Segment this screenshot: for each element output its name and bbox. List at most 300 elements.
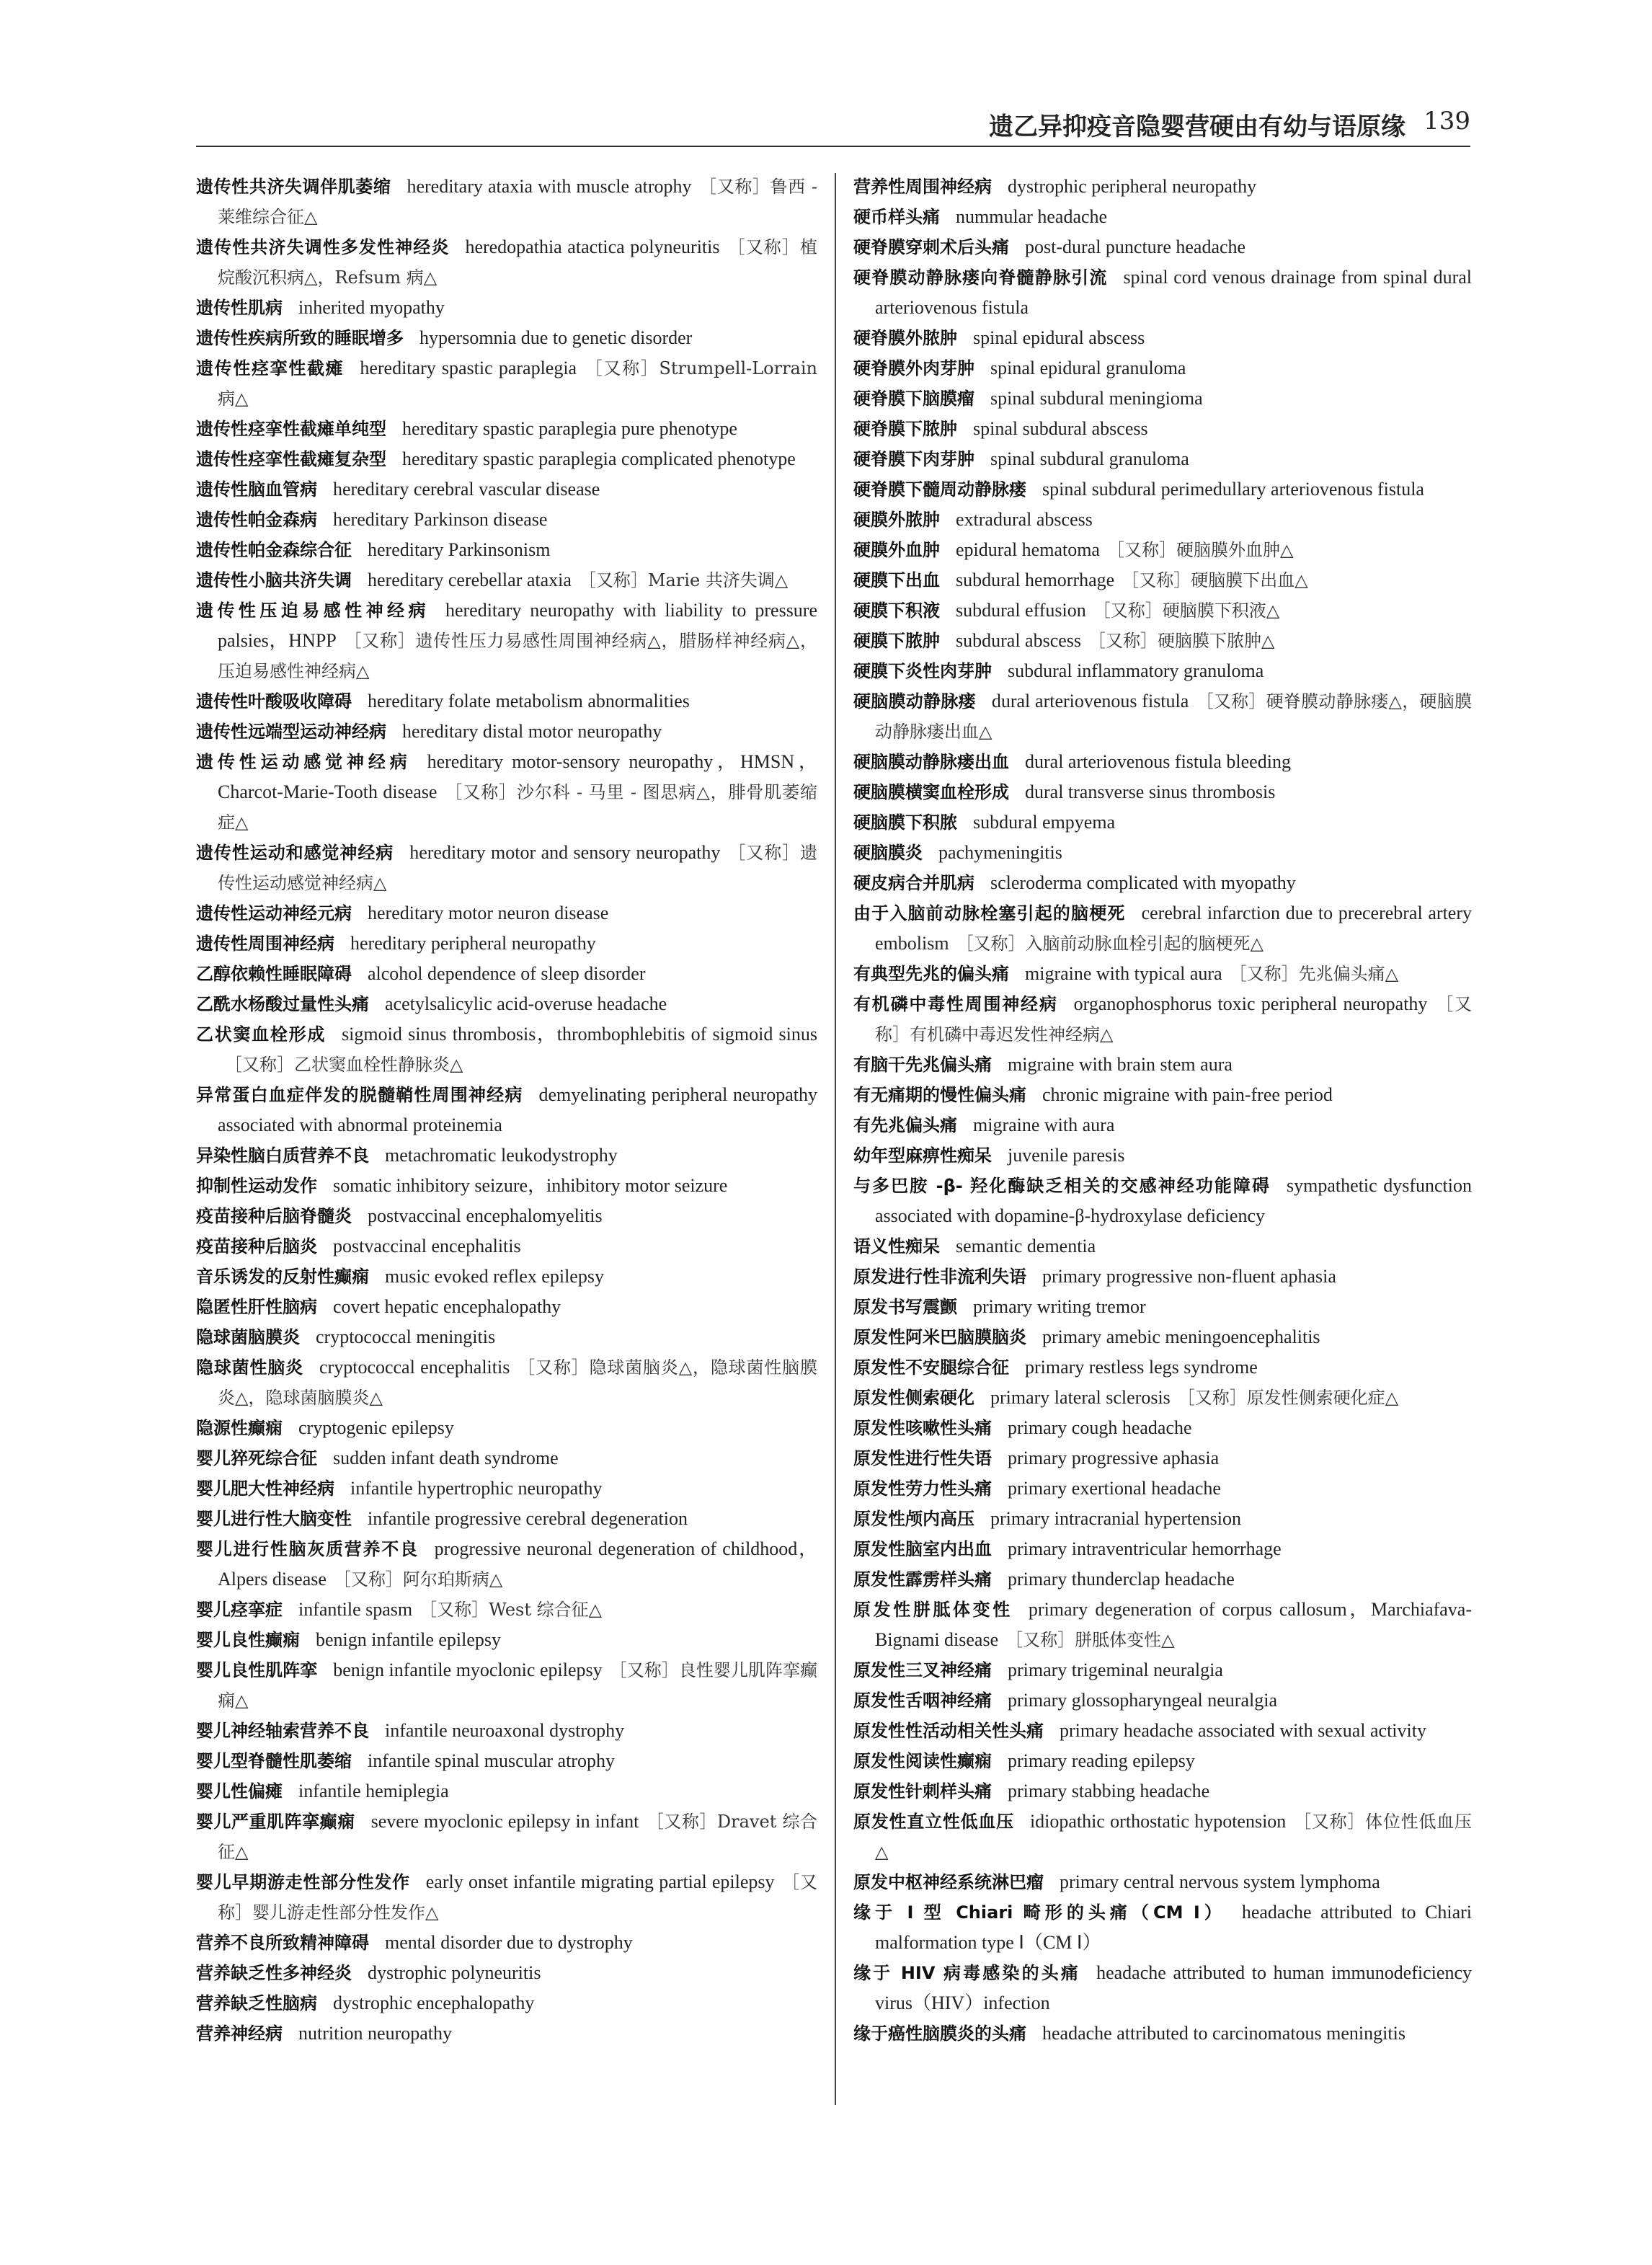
term-english: scleroderma complicated with myopathy [990, 872, 1296, 893]
glossary-entry [196, 1473, 817, 1504]
glossary-entry [853, 1867, 1472, 1897]
term-english: nutrition neuropathy [298, 2023, 453, 2044]
term-chinese: 遗传性痉挛性截瘫单纯型 [196, 419, 386, 439]
term-chinese: 缘于癌性脑膜炎的头痛 [853, 2024, 1026, 2044]
term-chinese: 原发性针刺样头痛 [853, 1781, 992, 1801]
term-english: migraine with typical aura [1025, 963, 1222, 984]
glossary-entry [196, 1746, 817, 1776]
term-chinese: 遗传性周围神经病 [196, 934, 334, 954]
term-english: dural transverse sinus thrombosis [1025, 781, 1276, 802]
term-chinese: 疫苗接种后脑炎 [196, 1236, 317, 1256]
glossary-entry [853, 1171, 1472, 1231]
term-chinese: 原发中枢神经系统淋巴瘤 [853, 1872, 1044, 1892]
term-english: demyelinating peripheral neuropathy associated with abnormal proteinemia [218, 1084, 817, 1135]
term-alias-note: ［又称］硬脑膜下积液△ [1093, 600, 1280, 621]
glossary-entry [853, 989, 1472, 1050]
term-chinese: 硬脑膜炎 [853, 843, 923, 863]
right-column [853, 172, 1472, 2049]
glossary-entry [853, 2018, 1472, 2049]
term-english: infantile spasm [298, 1599, 413, 1620]
term-english: spinal epidural granuloma [990, 358, 1186, 378]
glossary-entry [196, 1231, 817, 1262]
term-english: primary stabbing headache [1008, 1781, 1210, 1801]
term-chinese: 硬膜下炎性肉芽肿 [853, 661, 992, 681]
glossary-entry [853, 868, 1472, 898]
term-english: headache attributed to carcinomatous meningitis [1042, 2023, 1405, 2044]
term-english: hereditary peripheral neuropathy [350, 933, 596, 954]
term-english: organophosphorus toxic peripheral neuropathy [1073, 993, 1428, 1014]
term-english: postvaccinal encephalomyelitis [368, 1205, 603, 1226]
term-chinese: 婴儿良性肌阵挛 [196, 1660, 318, 1680]
term-english: hereditary Parkinson disease [333, 509, 548, 530]
term-chinese: 有典型先兆的偏头痛 [853, 964, 1009, 984]
term-alias-note: ［又称］硬脑膜下出血△ [1122, 570, 1308, 590]
glossary-entry [853, 384, 1472, 414]
term-chinese: 原发性脑室内出血 [853, 1539, 992, 1559]
term-chinese: 营养不良所致精神障碍 [196, 1933, 369, 1953]
glossary-entry [853, 686, 1472, 747]
glossary-entry [853, 656, 1472, 686]
term-english: dystrophic encephalopathy [333, 1993, 535, 2013]
term-chinese: 硬脊膜下脑膜瘤 [853, 389, 974, 409]
glossary-entry [196, 717, 817, 747]
term-chinese: 硬脑膜动静脉瘘 [853, 691, 976, 712]
glossary-entry [196, 474, 817, 505]
term-chinese: 隐球菌性脑炎 [196, 1357, 304, 1378]
term-chinese: 硬膜下积液 [853, 600, 940, 621]
term-chinese: 原发性咳嗽性头痛 [853, 1418, 992, 1438]
glossary-entry [196, 505, 817, 535]
term-alias-note: ［又称］鲁西 - 莱维综合征△ [218, 177, 817, 227]
term-english: idiopathic orthostatic hypotension [1029, 1811, 1287, 1832]
glossary-entry [853, 1564, 1472, 1595]
glossary-entry [853, 1413, 1472, 1443]
term-alias-note: ［又称］硬脑膜外血肿△ [1106, 540, 1294, 560]
term-chinese: 原发性舌咽神经痛 [853, 1690, 992, 1711]
term-alias-note: ［又称］有机磷中毒迟发性神经病△ [875, 994, 1473, 1045]
glossary-entry [853, 1443, 1472, 1473]
glossary-entry [196, 1988, 817, 2018]
term-english: covert hepatic encephalopathy [333, 1296, 561, 1317]
term-alias-note: ［又称］Marie 共济失调△ [578, 570, 789, 590]
term-chinese: 硬脊膜外脓肿 [853, 328, 957, 348]
term-alias-note: ［又称］West 综合征△ [419, 1600, 603, 1620]
term-english: primary degeneration of corpus callosum，Marchiafava-Bignami disease [875, 1599, 1473, 1650]
term-chinese: 婴儿良性癫痫 [196, 1630, 300, 1650]
term-english: primary lateral sclerosis [990, 1387, 1171, 1408]
term-chinese: 原发进行性非流利失语 [853, 1267, 1026, 1287]
term-english: primary writing tremor [973, 1296, 1146, 1317]
term-english: somatic inhibitory seizure，inhibitory motor seizure [333, 1175, 728, 1196]
term-english: subdural effusion [956, 600, 1086, 621]
term-chinese: 疫苗接种后脑脊髓炎 [196, 1206, 352, 1226]
glossary-entry [196, 444, 817, 474]
term-chinese: 婴儿性偏瘫 [196, 1781, 283, 1801]
term-english: hereditary folate metabolism abnormalities [368, 691, 690, 712]
glossary-entry [196, 1201, 817, 1231]
term-english: subdural abscess [956, 630, 1082, 651]
glossary-entry [196, 1867, 817, 1928]
term-chinese: 遗传性远端型运动神经病 [196, 722, 386, 742]
term-chinese: 遗传性帕金森综合征 [196, 540, 352, 560]
glossary-entry [853, 505, 1472, 535]
term-alias-note: ［又称］乙状窦血栓性静脉炎△ [225, 1055, 463, 1075]
glossary-entry [196, 1322, 817, 1352]
term-english: cryptococcal encephalitis [319, 1357, 510, 1378]
term-chinese: 原发性霹雳样头痛 [853, 1569, 992, 1590]
glossary-entry [853, 1473, 1472, 1504]
glossary-entry [196, 1807, 817, 1867]
term-chinese: 原发性阿米巴脑膜脑炎 [853, 1327, 1026, 1347]
glossary-entry [196, 595, 817, 686]
term-chinese: 遗传性肌病 [196, 298, 283, 318]
term-english: hereditary motor-sensory neuropathy，HMSN，Charcot-Marie-Tooth disease [218, 751, 817, 802]
term-alias-note: ［又称］入脑前动脉血栓引起的脑梗死△ [956, 934, 1264, 954]
term-chinese: 营养缺乏性脑病 [196, 1993, 317, 2013]
term-english: infantile progressive cerebral degeneration [368, 1508, 688, 1529]
term-chinese: 遗传性运动和感觉神经病 [196, 843, 394, 863]
term-chinese: 营养神经病 [196, 2024, 283, 2044]
term-english: hereditary spastic paraplegia [360, 358, 577, 378]
term-chinese: 遗传性脑血管病 [196, 479, 317, 500]
term-alias-note: ［又称］Dravet 综合征△ [218, 1812, 817, 1862]
glossary-entry [853, 626, 1472, 656]
glossary-entry [196, 1080, 817, 1140]
term-chinese: 原发性进行性失语 [853, 1448, 992, 1468]
term-alias-note: ［又称］植烷酸沉积病△，Refsum 病△ [218, 237, 818, 288]
glossary-entry [196, 838, 817, 898]
term-english: mental disorder due to dystrophy [385, 1932, 633, 1953]
glossary-entry [853, 807, 1472, 838]
glossary-entry [196, 1262, 817, 1292]
term-english: hypersomnia due to genetic disorder [419, 327, 693, 348]
term-chinese: 婴儿神经轴索营养不良 [196, 1721, 369, 1741]
term-chinese: 遗传性运动神经元病 [196, 903, 352, 923]
term-english: primary headache associated with sexual activity [1060, 1720, 1426, 1741]
term-english: primary glossopharyngeal neuralgia [1008, 1690, 1277, 1711]
term-english: spinal epidural abscess [973, 327, 1145, 348]
term-chinese: 婴儿进行性大脑变性 [196, 1509, 352, 1529]
term-chinese: 有脑干先兆偏头痛 [853, 1055, 992, 1075]
term-chinese: 营养缺乏性多神经炎 [196, 1963, 352, 1983]
term-english: heredopathia atactica polyneuritis [465, 236, 720, 257]
term-chinese: 抑制性运动发作 [196, 1176, 317, 1196]
term-chinese: 异染性脑白质营养不良 [196, 1145, 369, 1166]
term-chinese: 婴儿严重肌阵挛癫痫 [196, 1812, 355, 1832]
term-english: benign infantile epilepsy [316, 1629, 502, 1650]
glossary-entry [196, 414, 817, 444]
term-english: epidural hematoma [956, 539, 1100, 560]
term-english: hereditary ataxia with muscle atrophy [407, 176, 692, 197]
glossary-entry [853, 323, 1472, 353]
glossary-entry [853, 535, 1472, 565]
term-alias-note: ［又称］婴儿游走性部分性发作△ [218, 1872, 818, 1923]
glossary-entry [853, 172, 1472, 202]
glossary-entry [196, 1625, 817, 1655]
term-english: hereditary spastic paraplegia pure phenotype [402, 418, 737, 439]
glossary-entry [196, 1776, 817, 1807]
term-english: dural arteriovenous fistula [991, 691, 1189, 712]
term-chinese: 隐球菌脑膜炎 [196, 1327, 300, 1347]
glossary-entry [196, 1443, 817, 1473]
term-chinese: 有机磷中毒性周围神经病 [853, 994, 1058, 1014]
glossary-entry [853, 444, 1472, 474]
term-english: juvenile paresis [1008, 1145, 1125, 1166]
term-english: migraine with brain stem aura [1008, 1054, 1233, 1075]
term-english: metachromatic leukodystrophy [385, 1145, 618, 1166]
term-chinese: 婴儿型脊髓性肌萎缩 [196, 1751, 352, 1771]
term-chinese: 营养性周围神经病 [853, 177, 992, 197]
term-chinese: 遗传性痉挛性截瘫 [196, 358, 345, 378]
term-chinese: 原发性不安腿综合征 [853, 1357, 1009, 1378]
term-chinese: 婴儿进行性脑灰质营养不良 [196, 1539, 419, 1559]
glossary-entry [196, 928, 817, 959]
glossary-entry [853, 474, 1472, 505]
page-number: 139 [1424, 107, 1470, 136]
term-english: primary amebic meningoencephalitis [1042, 1326, 1320, 1347]
term-english: music evoked reflex epilepsy [385, 1266, 604, 1287]
term-english: subdural inflammatory granuloma [1008, 660, 1264, 681]
term-english: dystrophic polyneuritis [368, 1962, 541, 1983]
term-chinese: 缘于 I 型 Chiari 畸形的头痛（CM Ⅰ） [853, 1902, 1226, 1923]
term-english: infantile hemiplegia [298, 1781, 449, 1801]
term-alias-note: ［又称］良性婴儿肌阵挛癫痫△ [218, 1660, 818, 1711]
term-english: progressive neuronal degeneration of childhood，Alpers disease [218, 1538, 818, 1590]
term-english: spinal subdural abscess [973, 418, 1148, 439]
term-chinese: 语义性痴呆 [853, 1236, 940, 1256]
term-english: primary intracranial hypertension [990, 1508, 1241, 1529]
term-english: hereditary spastic paraplegia complicated phenotype [402, 448, 796, 469]
term-chinese: 音乐诱发的反射性癫痫 [196, 1267, 369, 1287]
term-chinese: 硬脊膜下髓周动静脉瘘 [853, 479, 1026, 500]
term-english: hereditary distal motor neuropathy [402, 721, 662, 742]
term-english: hereditary Parkinsonism [368, 539, 551, 560]
term-alias-note: ［又称］硬脊膜动静脉瘘△，硬脑膜动静脉瘘出血△ [875, 691, 1472, 742]
term-chinese: 有无痛期的慢性偏头痛 [853, 1085, 1026, 1105]
term-english: spinal subdural granuloma [990, 448, 1189, 469]
glossary-entry [853, 262, 1472, 323]
term-english: primary exertional headache [1008, 1478, 1221, 1499]
term-chinese: 幼年型麻痹性痴呆 [853, 1145, 992, 1166]
term-chinese: 原发书写震颤 [853, 1297, 957, 1317]
term-chinese: 硬脊膜外肉芽肿 [853, 358, 974, 378]
glossary-entry [196, 1352, 817, 1413]
term-chinese: 遗传性痉挛性截瘫复杂型 [196, 449, 386, 469]
term-english: primary progressive aphasia [1008, 1448, 1220, 1468]
term-chinese: 原发性性活动相关性头痛 [853, 1721, 1044, 1741]
term-chinese: 硬脊膜下脓肿 [853, 419, 957, 439]
term-english: alcohol dependence of sleep disorder [368, 963, 646, 984]
term-chinese: 原发性劳力性头痛 [853, 1479, 992, 1499]
glossary-entry [196, 1019, 817, 1080]
glossary-entry [853, 1383, 1472, 1413]
term-english: primary trigeminal neuralgia [1008, 1659, 1223, 1680]
term-english: chronic migraine with pain-free period [1042, 1084, 1333, 1105]
term-english: post-dural puncture headache [1025, 236, 1246, 257]
term-alias-note: ［又称］先兆偏头痛△ [1229, 964, 1399, 984]
glossary-entry [853, 838, 1472, 868]
glossary-entry [196, 1655, 817, 1716]
glossary-entry [853, 1776, 1472, 1807]
glossary-entry [853, 1746, 1472, 1776]
glossary-entry [853, 1352, 1472, 1383]
glossary-entry [853, 1595, 1472, 1655]
term-chinese: 遗传性运动感觉神经病 [196, 752, 412, 772]
term-chinese: 原发性三叉神经痛 [853, 1660, 992, 1680]
glossary-entry [196, 959, 817, 989]
glossary-entry [196, 1140, 817, 1171]
term-english: spinal subdural perimedullary arteriovenous fistula [1042, 479, 1424, 500]
term-english: dystrophic peripheral neuropathy [1008, 176, 1257, 197]
glossary-entry [853, 1080, 1472, 1110]
glossary-entry [196, 1928, 817, 1958]
glossary-entry [853, 959, 1472, 989]
term-chinese: 婴儿猝死综合征 [196, 1448, 317, 1468]
term-english: infantile hypertrophic neuropathy [350, 1478, 603, 1499]
glossary-entry [853, 1140, 1472, 1171]
term-chinese: 隐匿性肝性脑病 [196, 1297, 317, 1317]
term-english: headache attributed to human immunodeficiency virus（HIV）infection [875, 1962, 1472, 2013]
term-chinese: 硬脑膜动静脉瘘出血 [853, 752, 1009, 772]
glossary-entry [853, 1685, 1472, 1716]
glossary-entry [853, 1110, 1472, 1140]
term-english: cryptococcal meningitis [316, 1326, 496, 1347]
term-chinese: 遗传性共济失调性多发性神经炎 [196, 237, 450, 257]
term-chinese: 缘于 HIV 病毒感染的头痛 [853, 1963, 1081, 1983]
glossary-entry [853, 232, 1472, 262]
left-column [196, 172, 817, 2049]
term-english: early onset infantile migrating partial epilepsy [425, 1871, 775, 1892]
glossary-entry [853, 1716, 1472, 1746]
term-english: hereditary cerebral vascular disease [333, 479, 600, 500]
term-alias-note: ［又称］遗传性运动感觉神经病△ [218, 843, 817, 893]
term-chinese: 原发性侧索硬化 [853, 1388, 974, 1408]
glossary-entry [853, 747, 1472, 777]
glossary-entry [196, 1534, 817, 1595]
term-english: primary central nervous system lymphoma [1060, 1871, 1380, 1892]
term-alias-note: ［又称］体位性低血压△ [875, 1812, 1473, 1862]
glossary-entry [196, 353, 817, 414]
glossary-entry [196, 747, 817, 838]
column-divider [835, 173, 836, 2105]
term-alias-note: ［又称］硬脑膜下脓肿△ [1088, 631, 1275, 651]
term-alias-note: ［又称］胼胝体变性△ [1005, 1630, 1175, 1650]
term-english: infantile neuroaxonal dystrophy [385, 1720, 625, 1741]
term-english: primary reading epilepsy [1008, 1750, 1195, 1771]
header-title: 遗乙异抑疫音隐婴营硬由有幼与语原缘 [989, 112, 1405, 141]
term-chinese: 由于入脑前动脉栓塞引起的脑梗死 [853, 903, 1126, 923]
term-chinese: 硬膜外脓肿 [853, 510, 940, 530]
term-chinese: 遗传性帕金森病 [196, 510, 317, 530]
glossary-entry [853, 1262, 1472, 1292]
term-english: primary restless legs syndrome [1025, 1357, 1258, 1378]
glossary-entry [196, 989, 817, 1019]
glossary-entry [196, 1595, 817, 1625]
glossary-entry [196, 2018, 817, 2049]
term-english: migraine with aura [973, 1114, 1115, 1135]
term-chinese: 乙酰水杨酸过量性头痛 [196, 994, 369, 1014]
term-alias-note: ［又称］遗传性压力易感性周围神经病△，腊肠样神经病△，压迫易感性神经病△ [218, 631, 817, 681]
glossary-entry [853, 777, 1472, 807]
glossary-entry [196, 1958, 817, 1988]
term-english: benign infantile myoclonic epilepsy [333, 1659, 603, 1680]
term-chinese: 硬膜下出血 [853, 570, 940, 590]
term-chinese: 硬脊膜动静脉瘘向脊髓静脉引流 [853, 267, 1108, 288]
term-english: sudden infant death syndrome [333, 1448, 559, 1468]
glossary-entry [196, 898, 817, 928]
glossary-entry [853, 1050, 1472, 1080]
glossary-entry [853, 1655, 1472, 1685]
term-chinese: 原发性直立性低血压 [853, 1812, 1014, 1832]
glossary-entry [196, 323, 817, 353]
term-english: spinal subdural meningioma [990, 388, 1203, 409]
term-chinese: 婴儿痉挛症 [196, 1600, 283, 1620]
term-chinese: 有先兆偏头痛 [853, 1115, 957, 1135]
glossary-entry [853, 202, 1472, 232]
glossary-entry [853, 414, 1472, 444]
glossary-entry [196, 1504, 817, 1534]
term-english: nummular headache [956, 206, 1108, 227]
glossary-entry [196, 535, 817, 565]
term-english: subdural empyema [973, 812, 1116, 833]
term-alias-note: ［又称］Strumpell-Lorrain 病△ [218, 358, 818, 409]
term-chinese: 硬皮病合并肌病 [853, 873, 974, 893]
glossary-entry [853, 1958, 1472, 2018]
glossary-entry [196, 1716, 817, 1746]
term-english: sigmoid sinus thrombosis，thrombophlebitis of sigmoid sinus [342, 1024, 817, 1045]
term-english: postvaccinal encephalitis [333, 1236, 521, 1256]
glossary-entry [853, 898, 1472, 959]
term-alias-note: ［又称］原发性侧索硬化症△ [1177, 1388, 1399, 1408]
term-chinese: 原发性胼胝体变性 [853, 1600, 1013, 1620]
term-english: subdural hemorrhage [956, 569, 1115, 590]
term-alias-note: ［又称］阿尔珀斯病△ [333, 1569, 503, 1590]
term-english: inherited myopathy [298, 297, 445, 318]
term-english: acetylsalicylic acid-overuse headache [385, 993, 667, 1014]
glossary-entry [196, 1413, 817, 1443]
running-header [196, 101, 1470, 147]
glossary-entry [196, 686, 817, 717]
term-english: cryptogenic epilepsy [298, 1417, 454, 1438]
term-english: extradural abscess [956, 509, 1093, 530]
glossary-entry [853, 1897, 1472, 1958]
term-chinese: 婴儿肥大性神经病 [196, 1479, 334, 1499]
glossary-entry [196, 232, 817, 293]
term-english: cerebral infarction due to precerebral artery embolism [875, 903, 1472, 954]
term-english: headache attributed to Chiari malformation type Ⅰ（CM Ⅰ） [875, 1902, 1472, 1953]
term-chinese: 婴儿早期游走性部分性发作 [196, 1872, 410, 1892]
term-english: semantic dementia [956, 1236, 1096, 1256]
term-chinese: 硬膜下脓肿 [853, 631, 940, 651]
glossary-entry [853, 1322, 1472, 1352]
term-english: primary thunderclap headache [1008, 1569, 1235, 1590]
term-chinese: 硬脑膜下积脓 [853, 812, 957, 833]
term-chinese: 遗传性叶酸吸收障碍 [196, 691, 352, 712]
term-chinese: 原发性阅读性癫痫 [853, 1751, 992, 1771]
term-english: primary progressive non-fluent aphasia [1042, 1266, 1336, 1287]
term-english: hereditary cerebellar ataxia [368, 569, 572, 590]
term-english: spinal cord venous drainage from spinal dural arteriovenous fistula [875, 267, 1473, 318]
term-chinese: 与多巴胺 -β- 羟化酶缺乏相关的交感神经功能障碍 [853, 1176, 1271, 1196]
glossary-entry [853, 353, 1472, 384]
glossary-entry [853, 1807, 1472, 1867]
glossary-entry [196, 1171, 817, 1201]
term-chinese: 硬币样头痛 [853, 207, 940, 227]
term-english: pachymeningitis [938, 842, 1062, 863]
glossary-entry [196, 1292, 817, 1322]
term-chinese: 遗传性疾病所致的睡眠增多 [196, 328, 404, 348]
term-chinese: 原发性颅内高压 [853, 1509, 974, 1529]
